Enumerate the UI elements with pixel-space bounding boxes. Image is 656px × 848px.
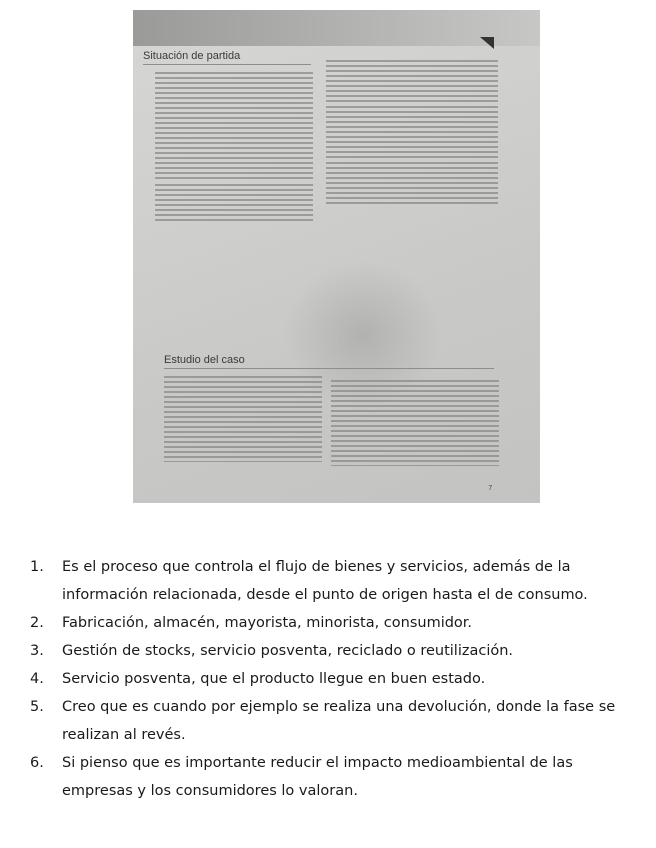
answer-text: Servicio posventa, que el producto llegue en buen estado.	[62, 671, 486, 687]
right-column-text	[326, 60, 498, 102]
answer-item	[30, 553, 630, 609]
answer-number: 3.	[30, 643, 44, 659]
case-questions-right	[331, 380, 499, 466]
answer-text: Es el proceso que controla el flujo de bienes y servicios, además de la información relacionada, desde el punto de origen hasta el de consumo.	[62, 559, 588, 603]
left-column-text-2	[155, 184, 313, 222]
corner-mark-icon	[480, 37, 494, 49]
page-number: 7	[488, 484, 493, 492]
answer-number: 5.	[30, 699, 44, 715]
section-heading-rule	[143, 64, 311, 65]
case-heading: Estudio del caso	[164, 354, 245, 366]
answer-number: 2.	[30, 615, 44, 631]
section-heading: Situación de partida	[143, 50, 241, 62]
answer-text: Creo que es cuando por ejemplo se realiza una devolución, donde la fase se realizan al revés.	[62, 699, 616, 743]
answer-number: 1.	[30, 559, 44, 575]
answers-list	[30, 553, 630, 805]
left-column-text	[155, 72, 313, 180]
case-questions-left	[164, 376, 322, 462]
answer-item	[30, 749, 630, 805]
answer-text: Gestión de stocks, servicio posventa, reciclado o reutilización.	[62, 643, 514, 659]
answer-number: 4.	[30, 671, 44, 687]
answer-item	[30, 693, 630, 749]
textbook-page-photo	[133, 10, 540, 503]
right-column-text-3	[326, 162, 498, 207]
answer-text: Si pienso que es importante reducir el impacto medioambiental de las empresas y los consumidores lo valoran.	[62, 755, 573, 799]
answer-text: Fabricación, almacén, mayorista, minorista, consumidor.	[62, 615, 473, 631]
answer-item	[30, 609, 630, 637]
answer-number: 6.	[30, 755, 44, 771]
answer-item	[30, 665, 630, 693]
answer-item	[30, 637, 630, 665]
case-heading-rule	[164, 368, 494, 369]
right-column-text-2	[326, 106, 498, 158]
photo-top-band	[133, 10, 540, 46]
